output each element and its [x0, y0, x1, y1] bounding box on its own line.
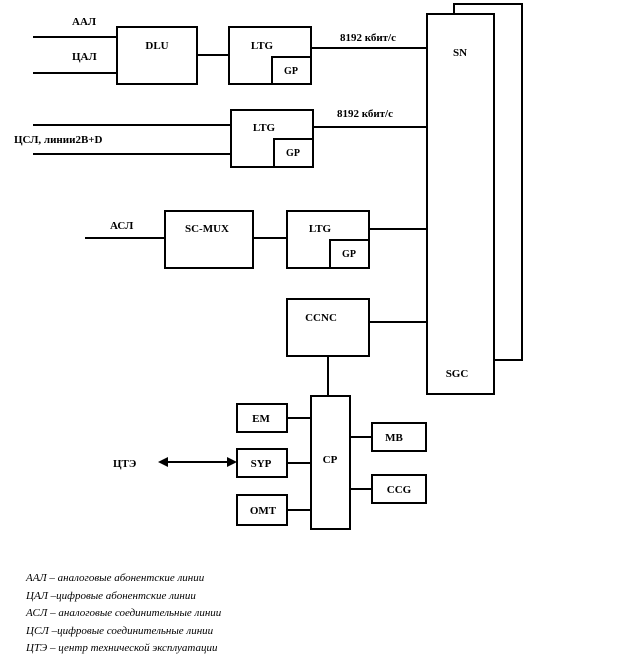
gp1-label: GP [284, 66, 298, 77]
omt-label: OMT [249, 505, 277, 517]
arrow-left-icon [158, 457, 168, 467]
legend-item: АСЛ – аналоговые соединительные линии [26, 607, 222, 619]
ccnc-block [287, 299, 369, 356]
gp2-label: GP [286, 148, 300, 159]
syp-label: SYP [250, 458, 272, 470]
legend-item: ЦСЛ –цифровые соединительные линии [26, 624, 214, 637]
sgc-label: SGC [445, 368, 469, 380]
tsal-label: ЦАЛ [72, 51, 97, 63]
legend-item: ЦАЛ –цифровые абонентские линии [26, 589, 196, 602]
tse-label: ЦТЭ [113, 458, 137, 470]
cp-label: CP [322, 454, 338, 466]
asl-label: АСЛ [110, 220, 134, 232]
scmux-label: SC-MUX [185, 223, 229, 235]
arrow-right-icon [227, 457, 237, 467]
scmux-block [165, 211, 253, 268]
rate2-label: 8192 кбит/с [337, 108, 393, 120]
ltg1-label: LTG [250, 40, 274, 52]
ccg-label: CCG [386, 484, 412, 496]
legend-item: ЦТЭ – центр технической эксплуатации [26, 642, 218, 654]
legend-item: ААЛ – аналоговые абонентские линии [26, 572, 205, 584]
gp3-label: GP [342, 249, 356, 260]
sn-sgc-block [427, 14, 494, 394]
ccnc-label: CCNC [305, 312, 337, 324]
tssl-label: ЦСЛ, линии2В+D [14, 134, 103, 146]
ltg1-block [229, 27, 311, 84]
rate1-label: 8192 кбит/с [340, 32, 396, 44]
dlu-label: DLU [145, 40, 169, 52]
dlu-block [117, 27, 197, 84]
sn-label: SN [452, 47, 468, 59]
mb-label: MB [385, 432, 403, 444]
legend [26, 570, 221, 658]
ltg3-label: LTG [308, 223, 332, 235]
aal-label: ААЛ [72, 16, 97, 28]
ltg2-label: LTG [252, 122, 276, 134]
em-label: EM [252, 413, 270, 425]
